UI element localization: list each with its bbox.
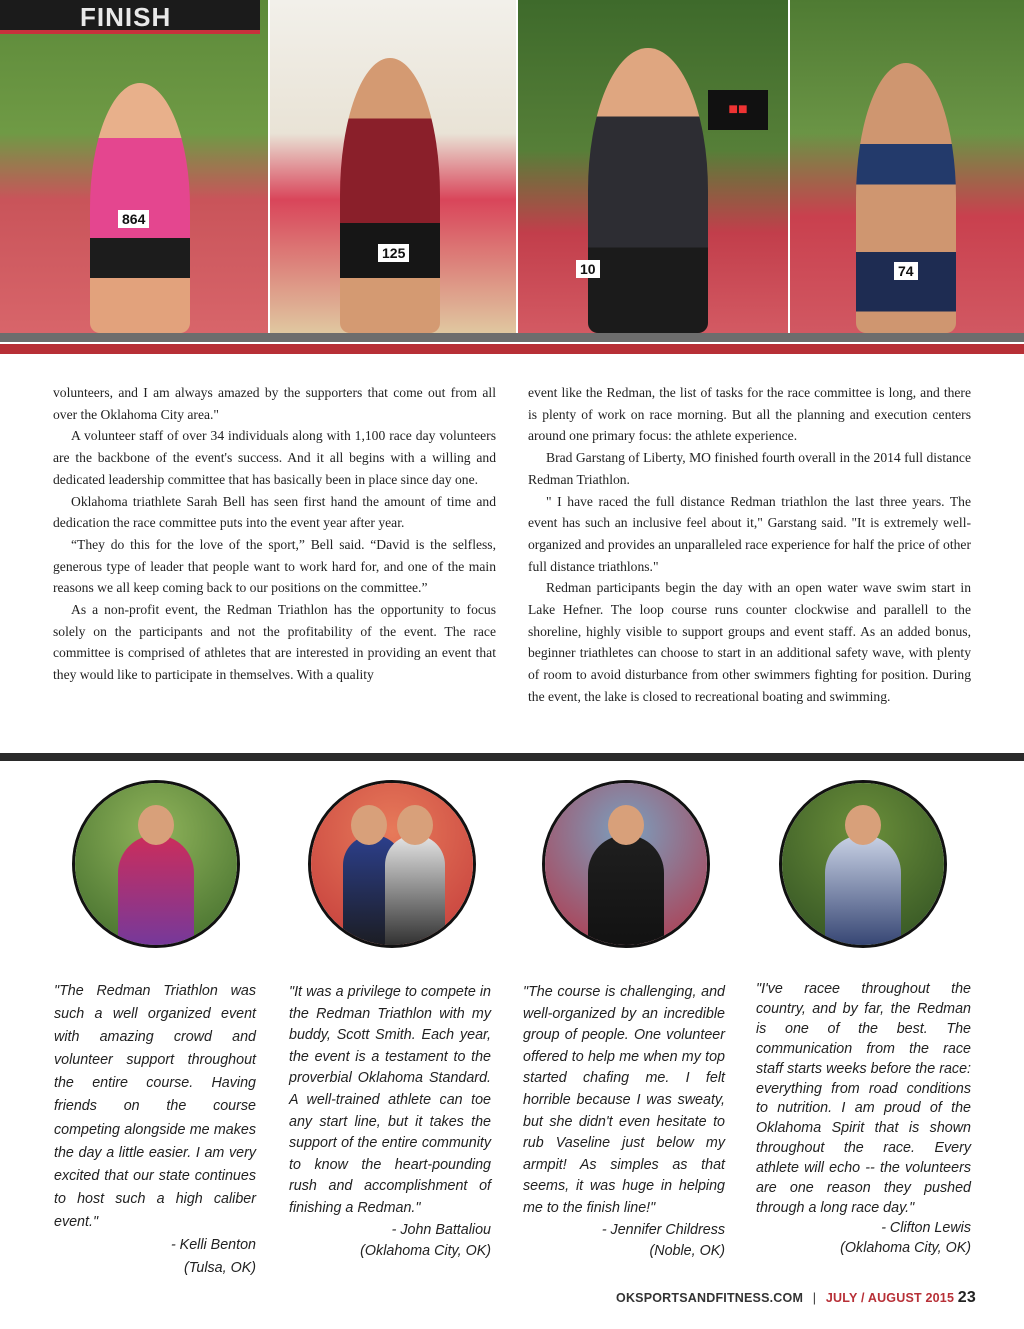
athlete-figure	[90, 83, 190, 333]
page-footer	[616, 1289, 976, 1307]
race-bib: 10	[576, 260, 600, 278]
testimonial-location: (Oklahoma City, OK)	[360, 1243, 491, 1260]
portrait-john-battaliou	[308, 780, 476, 948]
testimonial-text: "The course is challenging, and well-organized by an incredible group of people. One volunteer offered to help me when my top started chafing me. I felt horrible because I was sweaty, but she didn't even hesitate to rub Vaseline just below my armpit! As simples as that seems, it was huge in helping me to the finish line!"	[523, 984, 725, 1216]
paragraph: event like the Redman, the list of tasks for the race committee is long, and there is plenty of work on race morning. But all the planning and execution centers around one primary focus: the athlete experience.	[528, 385, 971, 444]
testimonial-location: (Oklahoma City, OK)	[840, 1239, 971, 1256]
testimonial-clifton-lewis	[756, 980, 971, 1259]
paragraph: A volunteer staff of over 34 individuals along with 1,100 race day volunteers are the backbone of the event's success. And it all begins with a willing and dedicated leadership committee that has basically been in place since day one.	[53, 428, 496, 487]
paragraph: Redman participants begin the day with an open water wave swim start in Lake Hefner. The loop course runs counter clockwise and parallell to the shoreline, highly visible to support groups and event staff. As an added bonus, beginner triathletes can choose to start in an additional safety wave, with plenty of room to avoid disturbance from other swimmers fighting for position. During the event, the lake is closed to recreational boating and swimming.	[528, 580, 971, 704]
testimonial-location: (Tulsa, OK)	[183, 1260, 256, 1277]
finish-banner-text: FINISH	[80, 2, 172, 32]
finisher-photo-2	[270, 0, 516, 333]
paragraph: " I have raced the full distance Redman triathlon the last three years. The event has such an inclusive feel about it," Garstang said. "It is extremely well-organized and provides an unparalleled race experience for half the price of other full distance triathlons."	[528, 493, 971, 574]
paragraph: As a non-profit event, the Redman Triathlon has the opportunity to focus solely on the participants and not the profitability of the event. The race committee is comprised of athletes that are interested in providing an event that they would like to participate in themselves. With a quality	[53, 602, 496, 683]
footer-site: OKSPORTSANDFITNESS.COM	[616, 1291, 804, 1305]
testimonial-kelli-benton	[54, 980, 256, 1280]
section-divider	[0, 753, 1024, 761]
testimonial-text: "I've racee throughout the country, and by far, the Redman is one of the best. The communication from the race staff starts weeks before the race: everything from road conditions to nutrition. I am proud of the Oklahoma Spirit that is shown throughout the race. Every athlete will echo -- the volunteers are one reason they pushed through a long race day."	[756, 981, 971, 1216]
race-bib: 864	[118, 210, 149, 228]
divider-rule-accent	[0, 342, 1024, 354]
testimonial-jennifer-childress	[523, 982, 725, 1263]
testimonial-author: - Kelli Benton	[170, 1237, 256, 1254]
race-clock: ■■	[708, 90, 768, 130]
paragraph: “They do this for the love of the sport,” Bell said. “David is the selfless, generous type of leader that people want to work hard for, and one of the main reasons we all keep coming back to our positions on the committee.”	[53, 536, 496, 596]
finisher-photo-3	[518, 0, 788, 333]
finish-banner	[0, 0, 260, 34]
paragraph: Brad Garstang of Liberty, MO finished fourth overall in the 2014 full distance Redman Triathlon.	[528, 450, 971, 487]
testimonial-john-battaliou	[289, 982, 491, 1263]
athlete-figure	[588, 48, 708, 333]
athlete-figure	[340, 58, 440, 333]
race-bib: 125	[378, 244, 409, 262]
article-column-left	[53, 382, 496, 686]
finisher-photo-1	[0, 0, 268, 333]
testimonial-text: "It was a privilege to compete in the Redman Triathlon with my buddy, Scott Smith. Each year, the event is a testament to the proverbial Oklahoma Standard. A well-trained athlete can toe any start line, but it takes the support of the entire community to know the heart-pounding rush and accomplishment of finishing a Redman."	[289, 984, 491, 1216]
finisher-photo-4	[790, 0, 1024, 333]
portrait-kelli-benton	[72, 780, 240, 948]
testimonial-author: - Clifton Lewis	[881, 1219, 971, 1236]
testimonial-location: (Noble, OK)	[649, 1243, 725, 1260]
portrait-jennifer-childress	[542, 780, 710, 948]
testimonial-author: - John Battaliou	[391, 1221, 491, 1238]
testimonial-author: - Jennifer Childress	[601, 1221, 725, 1238]
footer-issue: JULY / AUGUST 2015	[825, 1291, 955, 1305]
paragraph: volunteers, and I am always amazed by the supporters that come out from all over the Oklahoma City area."	[53, 385, 496, 422]
athlete-figure	[856, 63, 956, 333]
article-column-right	[528, 382, 971, 708]
portrait-clifton-lewis	[779, 780, 947, 948]
footer-divider: |	[812, 1291, 817, 1305]
divider-rule-dark	[0, 333, 1024, 342]
paragraph: Oklahoma triathlete Sarah Bell has seen first hand the amount of time and dedication the race committee puts into the event year after year.	[53, 493, 496, 531]
page-number: 23	[957, 1289, 976, 1306]
testimonial-text: "The Redman Triathlon was such a well organized event with amazing crowd and volunteer support throughout the entire course. Having friends on the course competing alongside me makes the day a little easier. I am very excited that our state continues to host such a high caliber event."	[54, 983, 256, 1230]
race-bib: 74	[894, 262, 918, 280]
photo-strip	[0, 0, 1024, 333]
